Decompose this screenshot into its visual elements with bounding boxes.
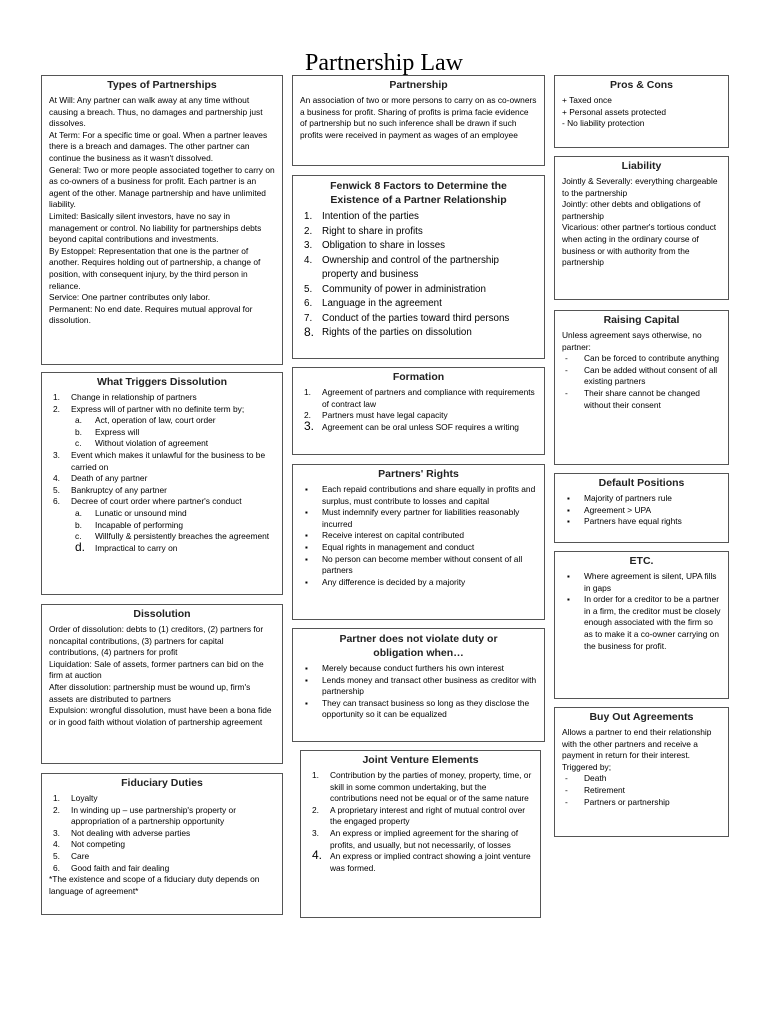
text-line: General: Two or more people associated together to carry on as co-owners of a business for profit. Each partner is an agent of the other. Manage partnership and have unlimited liability. xyxy=(49,164,275,210)
list-item xyxy=(49,404,275,416)
text-line: Permanent: No end date. Requires mutual approval for dissolution. xyxy=(49,303,253,326)
formation-box xyxy=(292,367,545,455)
list-marker: 2. xyxy=(53,403,60,414)
buyout-triggered: Triggered by; xyxy=(562,761,612,772)
list-item-text: Partners must have legal capacity xyxy=(322,410,448,421)
list-item-text: Can be added without consent of all existing partners xyxy=(584,364,718,387)
capital-heading: Raising Capital xyxy=(603,314,680,326)
list-item-text: Majority of partners rule xyxy=(584,493,672,503)
list-item xyxy=(300,484,537,507)
fenwick-box xyxy=(292,175,545,359)
dissolution-heading: Dissolution xyxy=(133,608,191,620)
list-item-text: Agreement can be oral unless SOF requires a writing xyxy=(322,421,519,432)
list-marker: c. xyxy=(75,531,82,542)
list-item xyxy=(49,793,275,805)
list-marker: 8. xyxy=(304,325,315,339)
dash-icon: - xyxy=(565,796,568,807)
list-item-text: Can be forced to contribute anything xyxy=(584,353,720,364)
dash-icon: - xyxy=(565,353,568,364)
list-marker: 3. xyxy=(53,827,60,838)
list-item-text: Partners or partnership xyxy=(584,796,670,807)
rights-list xyxy=(300,484,537,588)
triggers-box xyxy=(41,372,283,595)
list-item-text: Death of any partner xyxy=(71,473,148,484)
list-item xyxy=(562,516,721,528)
partners-rights-box xyxy=(292,464,545,620)
list-item-text: Receive interest on capital contributed xyxy=(322,530,464,541)
list-item xyxy=(49,508,275,520)
defaults-heading: Default Positions xyxy=(598,477,685,489)
list-item xyxy=(300,554,537,577)
list-item-text: Conduct of the parties toward third persons xyxy=(322,312,510,324)
list-marker: 3. xyxy=(304,418,315,433)
list-item-text: Community of power in administration xyxy=(322,283,486,295)
buyout-text: Allows a partner to end their relationship with the other partners and receive a payment in return for their interest. xyxy=(562,727,712,761)
text-line: Expulsion: wrongful dissolution, must have been a bona fide or in good faith without violation of partnership agreement xyxy=(49,705,272,727)
text-line: Jointly & Severally: everything chargeable to the partnership xyxy=(562,176,718,198)
list-marker: c. xyxy=(75,438,82,449)
list-item xyxy=(562,785,721,797)
list-item-text: In winding up – use partnership's property or appropriation of a partnership opportunity xyxy=(71,804,237,827)
list-marker: d. xyxy=(75,539,86,554)
no-violation-box xyxy=(292,628,545,742)
bullet-icon: ▪ xyxy=(305,675,308,685)
list-item xyxy=(300,225,537,240)
formation-heading: Formation xyxy=(392,371,445,383)
text-line: At Term: For a specific time or goal. When a partner leaves there is a breach and damages. The other partner can continue the business as it wasn't dissolved. xyxy=(49,129,268,163)
list-marker: 6. xyxy=(304,298,313,309)
jv-list xyxy=(308,770,533,874)
list-item xyxy=(562,797,721,809)
bullet-icon: ▪ xyxy=(305,508,308,518)
list-item xyxy=(300,283,537,298)
dash-icon: - xyxy=(565,364,568,375)
list-item-text: Rights of the parties on dissolution xyxy=(322,327,472,338)
rights-heading: Partners' Rights xyxy=(378,468,459,480)
list-item xyxy=(49,438,275,450)
list-item-text: Any difference is decided by a majority xyxy=(322,576,466,587)
noviolate-list xyxy=(300,663,537,721)
bullet-icon: ▪ xyxy=(567,494,570,503)
text-line: Service: One partner contributes only labor. xyxy=(49,292,211,303)
bullet-icon: ▪ xyxy=(305,664,308,673)
bullet-icon: ▪ xyxy=(567,572,570,581)
list-item xyxy=(49,415,275,427)
etc-box xyxy=(554,551,729,699)
pros-cons-box xyxy=(554,75,729,148)
list-marker: 3. xyxy=(304,240,313,251)
text-line: Vicarious: other partner's tortious conduct when acting in the ordinary course of business or with authority from the partnership xyxy=(562,222,717,268)
list-item xyxy=(49,485,275,497)
text-line: Liquidation: Sale of assets, former partners can bid on the firm at auction xyxy=(49,658,264,681)
list-marker: 4. xyxy=(53,839,60,850)
defaults-list xyxy=(562,493,721,528)
list-item-text: They can transact business so long as they disclose the opportunity so it can be equalized xyxy=(322,697,530,720)
list-item xyxy=(308,848,533,874)
list-item-text: Act, operation of law, court order xyxy=(95,415,216,426)
buyout-list xyxy=(562,773,721,808)
bullet-icon: ▪ xyxy=(567,595,570,605)
list-item-text: Obligation to share in losses xyxy=(322,240,446,251)
list-item-text: Intention of the parties xyxy=(322,211,419,222)
list-item xyxy=(562,388,721,411)
dash-icon: - xyxy=(565,784,568,795)
triggers-heading: What Triggers Dissolution xyxy=(96,376,228,388)
page-title: Partnership Law xyxy=(305,50,463,76)
list-item-text: In order for a creditor to be a partner in a firm, the creditor must be closely enough associated with the firm so as to make it a co-owner carrying on the business for profit. xyxy=(584,594,721,651)
noviolate-heading: Partner does not violate duty or obligation when… xyxy=(339,633,498,659)
list-item xyxy=(300,542,537,554)
partnership-definition: An association of two or more persons to carry on as co-owners a business for profit. Sharing of profits is prima facie evidence of partnership but no such inference shall be drawn if such profits were received in payment as wages of an employee xyxy=(300,95,537,140)
list-item-text: Impractical to carry on xyxy=(95,542,178,553)
bullet-icon: ▪ xyxy=(305,554,308,564)
list-marker: 2. xyxy=(304,225,313,237)
partnership-heading: Partnership xyxy=(389,79,448,91)
list-item-text: Ownership and control of the partnership property and business xyxy=(322,254,499,280)
list-item-text: Lends money and transact other business as creditor with partnership xyxy=(322,674,537,697)
bullet-icon: ▪ xyxy=(305,577,308,587)
list-item-text: Incapable of performing xyxy=(95,519,183,530)
jv-heading: Joint Venture Elements xyxy=(362,754,479,766)
text-line: - No liability protection xyxy=(562,118,645,129)
list-item-text: No person can become member without consent of all partners xyxy=(322,553,523,576)
list-item xyxy=(49,520,275,532)
types-paras xyxy=(49,95,275,327)
list-item-text: Loyalty xyxy=(71,793,98,803)
dissolution-box xyxy=(41,604,283,764)
list-item xyxy=(300,410,537,422)
types-heading: Types of Partnerships xyxy=(107,79,217,91)
list-item xyxy=(308,805,533,828)
text-line: At Will: Any partner can walk away at any time without causing a breach. Thus, no damages and partnership just dissolves. xyxy=(49,95,263,129)
list-item-text: Not dealing with adverse parties xyxy=(71,827,191,838)
raising-capital-box xyxy=(554,310,729,465)
list-marker: 6. xyxy=(53,862,60,873)
capital-intro: Unless agreement says otherwise, no partner: xyxy=(562,330,702,352)
list-item xyxy=(300,577,537,589)
list-item-text: Lunatic or unsound mind xyxy=(95,507,187,518)
list-item-text: Agreement > UPA xyxy=(584,504,652,515)
fiduciary-box xyxy=(41,773,283,915)
partnership-box xyxy=(292,75,545,166)
list-marker: 1. xyxy=(312,770,319,780)
list-item xyxy=(49,450,275,473)
text-line: Limited: Basically silent investors, have no say in management or control. No liability for partnerships debts beyond capital contributions and investments. xyxy=(49,210,262,245)
list-marker: 1. xyxy=(304,211,313,222)
buy-out-box xyxy=(554,707,729,837)
bullet-icon: ▪ xyxy=(567,505,570,515)
list-item-text: Their share cannot be changed without their consent xyxy=(584,387,700,410)
etc-heading: ETC. xyxy=(629,555,654,567)
list-item xyxy=(49,427,275,439)
list-item xyxy=(49,839,275,851)
list-item xyxy=(308,828,533,851)
list-item xyxy=(300,239,537,254)
list-item xyxy=(49,828,275,840)
list-item-text: Care xyxy=(71,850,90,861)
types-of-partnerships-box xyxy=(41,75,283,365)
list-item xyxy=(562,505,721,517)
joint-venture-box xyxy=(300,750,541,918)
list-marker: a. xyxy=(75,507,82,518)
list-item xyxy=(300,297,537,312)
list-item-text: Change in relationship of partners xyxy=(71,392,197,402)
liability-paras xyxy=(562,176,721,269)
dash-icon: - xyxy=(565,387,568,398)
list-item xyxy=(300,698,537,721)
list-marker: 4. xyxy=(312,848,323,863)
list-item xyxy=(300,675,537,698)
buyout-heading: Buy Out Agreements xyxy=(589,711,694,723)
text-line: By Estoppel: Representation that one is the partner of another. Requires holding out of partnership, a change of position, with consequent injury, by the third person in reliance. xyxy=(49,245,261,291)
list-item xyxy=(300,418,537,434)
pros-heading: Pros & Cons xyxy=(609,79,673,91)
list-marker: a. xyxy=(75,415,82,426)
list-marker: 4. xyxy=(53,473,60,484)
list-item xyxy=(49,496,275,508)
list-item-text: Right to share in profits xyxy=(322,225,423,237)
list-item xyxy=(49,863,275,875)
fenwick-heading: Fenwick 8 Factors to Determine the Existence of a Partner Relationship xyxy=(330,180,507,206)
list-item-text: Language in the agreement xyxy=(322,298,442,309)
list-item-text: Death xyxy=(584,773,607,784)
list-item xyxy=(300,326,537,341)
list-item-text: Agreement of partners and compliance with requirements of contract law xyxy=(322,387,535,409)
list-item xyxy=(300,254,537,283)
list-item-text: Bankruptcy of any partner xyxy=(71,484,167,495)
text-line: + Taxed once xyxy=(562,95,612,105)
list-item-text: Express will xyxy=(95,426,140,437)
list-marker: 1. xyxy=(304,387,311,397)
list-marker: 6. xyxy=(53,496,60,507)
list-marker: b. xyxy=(75,426,82,437)
triggers-list xyxy=(49,392,275,554)
list-item xyxy=(49,473,275,485)
list-marker: 1. xyxy=(53,793,60,803)
dissolution-paras xyxy=(49,624,275,728)
list-item-text: Each repaid contributions and share equally in profits and surplus, must contribute to losses and capital xyxy=(322,484,536,506)
list-item xyxy=(300,507,537,530)
list-item xyxy=(308,770,533,805)
list-item xyxy=(562,773,721,785)
text-line: + Personal assets protected xyxy=(562,106,667,117)
capital-list xyxy=(562,353,721,411)
formation-list xyxy=(300,387,537,433)
dash-icon: - xyxy=(565,773,568,784)
list-marker: 1. xyxy=(53,392,60,402)
list-item-text: Express will of partner with no definite term by; xyxy=(71,403,245,414)
list-item-text: Merely because conduct furthers his own interest xyxy=(322,663,505,673)
liability-heading: Liability xyxy=(621,160,662,172)
list-item xyxy=(562,594,721,652)
list-item-text: Event which makes it unlawful for the business to be carried on xyxy=(71,449,266,472)
list-item-text: A proprietary interest and right of mutual control over the engaged property xyxy=(330,804,526,827)
list-marker: 2. xyxy=(304,410,311,421)
list-item-text: Without violation of agreement xyxy=(95,438,209,449)
list-marker: 5. xyxy=(53,850,60,861)
list-marker: b. xyxy=(75,519,82,530)
list-item-text: Partners have equal rights xyxy=(584,516,682,527)
list-marker: 3. xyxy=(53,449,60,460)
list-marker: 3. xyxy=(312,827,319,838)
list-item-text: Equal rights in management and conduct xyxy=(322,541,475,552)
list-item-text: An express or implied contract showing a joint venture was formed. xyxy=(330,851,531,873)
fenwick-list xyxy=(300,210,537,341)
fiduciary-list xyxy=(49,793,275,874)
liability-box xyxy=(554,156,729,300)
list-item-text: Not competing xyxy=(71,839,125,850)
list-item-text: Willfully & persistently breaches the agreement xyxy=(95,531,270,542)
list-item xyxy=(562,571,721,594)
list-item-text: An express or implied agreement for the sharing of profits, and usually, but not necessarily, of losses xyxy=(330,827,519,850)
list-item-text: Retirement xyxy=(584,784,625,795)
list-item xyxy=(562,353,721,365)
default-positions-box xyxy=(554,473,729,543)
list-marker: 5. xyxy=(304,283,313,295)
fiduciary-heading: Fiduciary Duties xyxy=(121,777,203,789)
list-item xyxy=(49,539,275,555)
list-item xyxy=(300,387,537,410)
bullet-icon: ▪ xyxy=(305,542,308,552)
list-item xyxy=(300,530,537,542)
list-item xyxy=(562,365,721,388)
pros-list xyxy=(562,95,721,130)
list-item xyxy=(49,392,275,404)
bullet-icon: ▪ xyxy=(305,485,308,494)
list-marker: 2. xyxy=(53,804,60,815)
list-marker: 2. xyxy=(312,804,319,815)
bullet-icon: ▪ xyxy=(567,517,570,527)
text-line: Order of dissolution: debts to (1) creditors, (2) partners for noncapital contributions, (3) partners for capital contributions, (4) partners for profit xyxy=(49,624,264,658)
text-line: After dissolution: partnership must be wound up, firm's assets are distributed to partners xyxy=(49,681,251,704)
list-item-text: Decree of court order where partner's conduct xyxy=(71,496,242,507)
list-item-text: Where agreement is silent, UPA fills in gaps xyxy=(584,571,717,593)
etc-list xyxy=(562,571,721,652)
list-item xyxy=(300,312,537,327)
list-marker: 7. xyxy=(304,312,313,324)
list-item-text: Contribution by the parties of money, property, time, or skill in some common undertaking, but the contributions need not be equal or of the same nature xyxy=(330,770,532,804)
list-item xyxy=(49,851,275,863)
text-line: Jointly: other debts and obligations of partnership xyxy=(562,199,701,221)
fiduciary-note: *The existence and scope of a fiduciary duty depends on language of agreement* xyxy=(49,874,260,896)
bullet-icon: ▪ xyxy=(305,698,308,708)
bullet-icon: ▪ xyxy=(305,531,308,541)
list-marker: 5. xyxy=(53,484,60,495)
list-item xyxy=(49,805,275,828)
list-item-text: Must indemnify every partner for liabilities reasonably incurred xyxy=(322,507,520,529)
list-item xyxy=(300,663,537,675)
list-item-text: Good faith and fair dealing xyxy=(71,862,170,873)
list-marker: 4. xyxy=(304,254,313,266)
list-item xyxy=(300,210,537,225)
list-item xyxy=(562,493,721,505)
